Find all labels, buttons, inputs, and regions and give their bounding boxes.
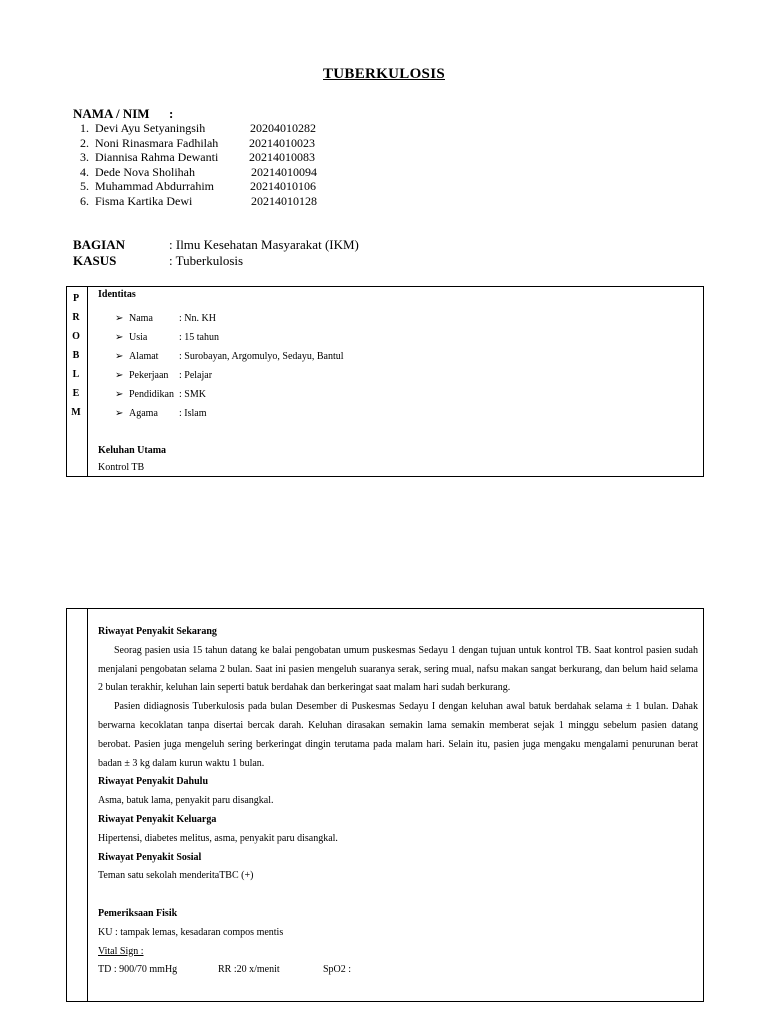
identitas-value: : 15 tahun (179, 332, 219, 343)
rpsos-heading: Riwayat Penyakit Sosial (98, 851, 202, 863)
member-item: 4. Dede Nova Sholihah 20214010094 (80, 164, 317, 179)
nama-nim-label: NAMA / NIM (73, 106, 150, 121)
identitas-key: Alamat (129, 351, 159, 362)
member-list (73, 121, 373, 208)
spo2-value: SpO2 : (323, 964, 352, 976)
arrow-bullet-icon: ➢ (115, 389, 124, 400)
arrow-bullet-icon: ➢ (115, 351, 124, 362)
pemeriksaan-heading: Pemeriksaan Fisik (98, 907, 178, 919)
rps-heading: Riwayat Penyakit Sekarang (98, 626, 217, 637)
member-name: Dede Nova Sholihah (95, 164, 195, 179)
td-value: TD : 900/70 mmHg (98, 964, 178, 976)
problem-column (67, 289, 85, 422)
rr-value: RR :20 x/menit (218, 964, 280, 976)
identitas-key: Pekerjaan (129, 370, 169, 381)
problem-letter: O (72, 331, 80, 342)
identitas-list (115, 309, 675, 423)
column-divider (87, 287, 88, 476)
identitas-item (115, 309, 675, 328)
identitas-heading: Identitas (98, 289, 136, 300)
vital-sign-row (98, 961, 698, 980)
member-nim: 20214010128 (251, 193, 317, 208)
riwayat-content (98, 623, 698, 980)
identitas-item (115, 404, 675, 423)
identitas-value: : Pelajar (179, 370, 213, 381)
identitas-value: : SMK (179, 389, 206, 400)
arrow-bullet-icon: ➢ (115, 370, 124, 381)
identitas-key: Nama (129, 313, 153, 324)
identitas-table (66, 286, 704, 477)
rpk-heading: Riwayat Penyakit Keluarga (98, 813, 217, 825)
identitas-key: Usia (129, 332, 148, 343)
problem-letter: B (72, 350, 80, 361)
keluhan-value: Kontrol TB (98, 462, 145, 473)
member-name: Diannisa Rahma Dewanti (95, 150, 219, 164)
member-nim: 20214010106 (250, 179, 316, 193)
identitas-key: Agama (129, 408, 158, 419)
keluhan-heading: Keluhan Utama (98, 445, 167, 456)
member-nim: 20214010083 (249, 150, 315, 164)
ku-value: KU : tampak lemas, kesadaran compos mentis (98, 926, 284, 938)
identitas-item (115, 385, 675, 404)
member-nim: 20214010094 (251, 164, 317, 179)
member-item: 1. Devi Ayu Setyaningsih 20204010282 (80, 121, 316, 135)
rpd-heading: Riwayat Penyakit Dahulu (98, 776, 209, 788)
member-name: Fisma Kartika Dewi (95, 193, 193, 208)
identitas-item (115, 328, 675, 347)
nama-nim-colon: : (169, 106, 174, 121)
vital-sign-heading: Vital Sign : (98, 945, 144, 957)
column-divider (87, 609, 88, 1001)
rps-paragraph: Seorag pasien usia 15 tahun datang ke balai pengobatan umum puskesmas Sedayu 1 dengan tujuan untuk kontrol TB. Saat kontrol pasien sudah menjalani pengobatan selama 2 bulan. Saat ini pasien mengeluh suaranya serak, sering mual, nafsu makan sangat berkurang, dan belum haid selama 2 bulan terakhir, keluhan lain seperti batuk berdahak dan berkeringat saat malam hari sudah berkurang. (98, 644, 698, 694)
problem-letter: P (72, 293, 80, 304)
document-title: TUBERKULOSIS (323, 66, 445, 82)
bagian-value: : Ilmu Kesehatan Masyarakat (IKM) (169, 237, 359, 252)
member-item: 5. Muhammad Abdurrahim 20214010106 (80, 179, 316, 193)
member-name: Devi Ayu Setyaningsih (95, 121, 206, 135)
identitas-item (115, 347, 675, 366)
member-item: 6. Fisma Kartika Dewi 20214010128 (80, 193, 317, 208)
identitas-value: : Nn. KH (179, 313, 216, 324)
kasus-value: : Tuberkulosis (169, 253, 244, 268)
member-nim: 20204010282 (250, 121, 316, 135)
problem-letter: E (72, 388, 80, 399)
rps-paragraph: Pasien didiagnosis Tuberkulosis pada bulan Desember di Puskesmas Sedayu I dengan keluhan awal batuk berdahak selama ± 1 bulan. Dahak berwarna kecoklatan tanpa disertai bercak darah. Keluhan dirasakan semakin lama semakin memberat sejak 1 minggu sebelum pasien datang berobat. Pasien juga mengeluh sering berkeringat dingin terutama pada malam hari. Selain itu, pasien juga mengaku mengalami penurunan berat badan ± 3 kg dalam kurun waktu 1 bulan. (98, 701, 698, 769)
rpk-value: Hipertensi, diabetes melitus, asma, penyakit paru disangkal. (98, 832, 338, 844)
problem-letter: L (72, 369, 80, 380)
arrow-bullet-icon: ➢ (115, 332, 124, 343)
arrow-bullet-icon: ➢ (115, 408, 124, 419)
member-name: Muhammad Abdurrahim (95, 179, 214, 193)
riwayat-table (66, 608, 704, 1002)
spacer (98, 886, 698, 905)
identitas-key: Pendidikan (129, 389, 174, 400)
member-nim: 20214010023 (249, 135, 315, 150)
problem-letter: M (71, 407, 81, 418)
identitas-item (115, 366, 675, 385)
member-item: 2. Noni Rinasmara Fadhilah 20214010023 (80, 135, 315, 150)
identitas-value: : Surobayan, Argomulyo, Sedayu, Bantul (179, 351, 344, 362)
arrow-bullet-icon: ➢ (115, 313, 124, 324)
identitas-value: : Islam (179, 408, 207, 419)
rpd-value: Asma, batuk lama, penyakit paru disangkal. (98, 795, 274, 807)
problem-letter: R (72, 312, 80, 323)
bagian-label: BAGIAN (73, 237, 126, 252)
member-item: 3. Diannisa Rahma Dewanti 20214010083 (80, 150, 315, 164)
rpsos-value: Teman satu sekolah menderitaTBC (+) (98, 870, 254, 882)
kasus-label: KASUS (73, 253, 117, 268)
member-name: Noni Rinasmara Fadhilah (95, 135, 219, 150)
